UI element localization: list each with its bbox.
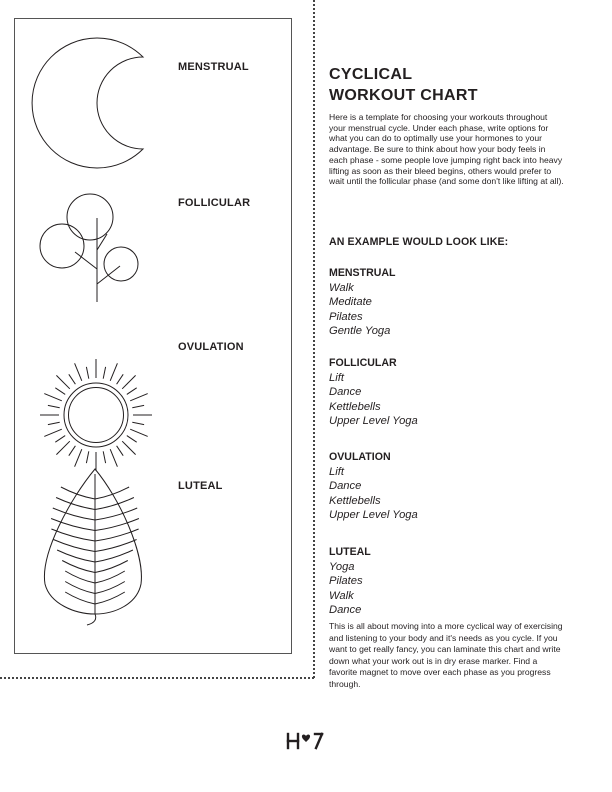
leaf-vein bbox=[57, 550, 95, 562]
example-ovulation bbox=[329, 450, 418, 522]
list-item: Dance bbox=[329, 480, 362, 493]
leaf-vein bbox=[51, 529, 95, 541]
leaf-vein bbox=[95, 571, 125, 583]
leaf-vein bbox=[95, 540, 137, 552]
sun-ray bbox=[56, 375, 69, 388]
leaf-vein bbox=[62, 561, 95, 573]
sun-ray bbox=[75, 363, 82, 381]
list-item: Lift bbox=[329, 372, 344, 384]
sun-ray bbox=[44, 394, 62, 401]
outro-paragraph: This is all about moving into a more cyclical way of exercising and listening to your body and it's needs as you cycle. If you want to get really fancy, you can laminate this chart and write down what your work out is in dry erase marker. Find a favorite magnet to move over each phase as you progress through. bbox=[329, 621, 563, 689]
example-follicular bbox=[329, 356, 418, 428]
tree-icon bbox=[40, 194, 138, 302]
phase-label-luteal: LUTEAL bbox=[178, 480, 223, 492]
sun-ray bbox=[69, 446, 76, 456]
leaf-vein bbox=[95, 498, 134, 510]
list-item: Pilates bbox=[329, 575, 363, 588]
sun-ray bbox=[55, 388, 65, 395]
leaf-vein bbox=[95, 582, 125, 594]
intro-paragraph: Here is a template for choosing your workouts throughout your menstrual cycle. Under each phase, write options for what you can do to optimally use your hormones to your advantage. Be sure to think about how your body feels in each phase - some people love jumping right back into heavy lifting as soon as their bleed begins, others would prefer to wait until the follicular phase (and some don't like lifting at all). bbox=[329, 112, 564, 187]
example-phase-name: FOLLICULAR bbox=[329, 357, 397, 369]
sun-ray bbox=[130, 394, 148, 401]
cut-line-horizontal bbox=[0, 677, 314, 679]
example-phase-name: MENSTRUAL bbox=[329, 267, 396, 279]
page-title bbox=[329, 64, 478, 106]
sun-ray bbox=[132, 405, 144, 407]
list-item: Kettlebells bbox=[329, 494, 381, 507]
sun-ray bbox=[127, 388, 137, 395]
list-item: Walk bbox=[329, 282, 354, 294]
phase-label-menstrual: MENSTRUAL bbox=[178, 61, 249, 73]
phase-label-ovulation: OVULATION bbox=[178, 341, 244, 353]
sun-ray bbox=[48, 405, 60, 407]
list-item: Meditate bbox=[329, 296, 372, 309]
leaf-vein bbox=[95, 561, 128, 573]
sun-ray bbox=[122, 441, 135, 454]
sun-ray bbox=[117, 446, 124, 456]
sun-ray bbox=[86, 367, 88, 379]
list-item: Gentle Yoga bbox=[329, 324, 391, 337]
sun-ray bbox=[56, 441, 69, 454]
list-item: Lift bbox=[329, 466, 344, 478]
sun-ray bbox=[44, 429, 62, 436]
moon-icon bbox=[32, 38, 143, 168]
leaf-vein bbox=[95, 508, 137, 520]
leaf-vein bbox=[56, 498, 95, 510]
leaf-icon bbox=[44, 469, 141, 625]
sun-ray bbox=[48, 422, 60, 424]
list-item: Pilates bbox=[329, 310, 363, 323]
list-item: Dance bbox=[329, 386, 362, 399]
example-heading: AN EXAMPLE WOULD LOOK LIKE: bbox=[329, 236, 509, 248]
brand-logo-icon bbox=[284, 731, 326, 751]
example-phase-name: OVULATION bbox=[329, 451, 391, 463]
list-item: Dance bbox=[329, 603, 362, 616]
sun-ray bbox=[86, 451, 88, 463]
sun-ray bbox=[130, 429, 148, 436]
leaf-vein bbox=[65, 582, 95, 594]
list-item: Walk bbox=[329, 589, 354, 602]
list-item: Upper Level Yoga bbox=[329, 414, 418, 427]
page-title-line-2: WORKOUT CHART bbox=[329, 87, 478, 104]
example-luteal bbox=[329, 545, 371, 617]
leaf-vein bbox=[95, 550, 133, 562]
cut-line-vertical bbox=[313, 0, 315, 678]
sun-ray bbox=[103, 451, 105, 463]
leaf-vein bbox=[95, 519, 139, 531]
sun-ray bbox=[127, 436, 137, 443]
leaf-vein bbox=[53, 540, 95, 552]
list-item: Upper Level Yoga bbox=[329, 508, 418, 521]
list-item: Kettlebells bbox=[329, 400, 381, 413]
sun-ray bbox=[117, 374, 124, 384]
example-menstrual bbox=[329, 266, 396, 338]
sun-ray bbox=[110, 363, 117, 381]
example-phase-name: LUTEAL bbox=[329, 546, 371, 558]
leaf-vein bbox=[61, 487, 95, 499]
list-item: Yoga bbox=[329, 561, 355, 573]
sun-ray bbox=[132, 422, 144, 424]
leaf-vein bbox=[65, 592, 95, 604]
page-title-line-1: CYCLICAL bbox=[329, 66, 413, 83]
phase-card bbox=[14, 18, 292, 654]
sun-ray bbox=[75, 449, 82, 467]
sun-ray bbox=[110, 449, 117, 467]
sun-ray bbox=[55, 436, 65, 443]
leaf-vein bbox=[95, 592, 125, 604]
leaf-vein bbox=[53, 508, 95, 520]
sun-ray bbox=[103, 367, 105, 379]
sun-ray bbox=[122, 375, 135, 388]
phase-label-follicular: FOLLICULAR bbox=[178, 197, 251, 209]
sun-icon bbox=[40, 359, 152, 471]
sun-ray bbox=[69, 374, 76, 384]
leaf-vein bbox=[65, 571, 95, 583]
